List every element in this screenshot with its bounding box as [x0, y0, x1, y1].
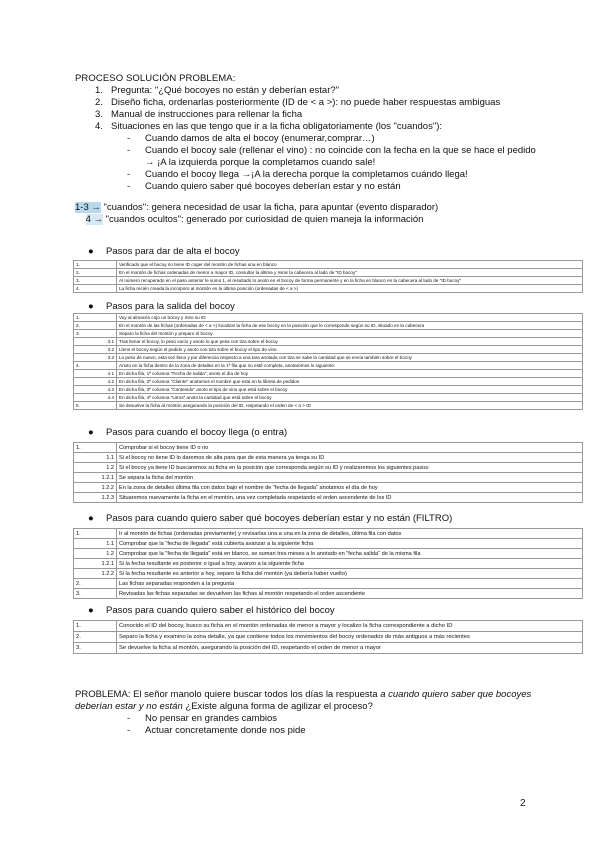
list-item: 3. Manual de instrucciones para rellenar la ficha [95, 109, 303, 120]
table-row: 1.2.1 Si la fecha resultante es posterior o igual a hoy, avanzo a la siguiente ficha [74, 559, 583, 569]
list-item: 2. Diseño ficha, ordenarlas posteriormente (ID de < a >): no puede haber respuestas ambiguas [95, 97, 501, 108]
table-row: 1.2.1 Se separa la ficha del montón [74, 473, 583, 483]
list-item: 4. Situaciones en las que tengo que ir a la ficha obligatoriamente (los "cuandos"): [95, 121, 443, 132]
table-row: 3.2 Lleno el bocoy según el pedido y anoto con tiza sobre el bocoy el tipo de vino [74, 346, 583, 354]
table-row: 3. Separo la ficha del montón y preparo el bocoy [74, 330, 583, 338]
table-row: 1.2.3 Situaremos nuevamente la ficha en el montón, una vez completada respetando el orden ascendente de los ID [74, 493, 583, 503]
table-row: 1.2.2 Si la fecha resultante es anterior a hoy, separo la ficha del montón (ya debería haber vuelto) [74, 569, 583, 579]
steps-table [73, 442, 583, 503]
section-heading: ● Pasos para cuando quiero saber qué bocoyes deberían estar y no están (FILTRO) [88, 513, 453, 524]
table-row: 5. Se devuelve la ficha al montón asegurando la posición del ID, respetando el orden de < a > ID [74, 402, 583, 410]
table-row: 1.1 Si el bocoy no tiene ID lo daremos de alta para que de esta manera ya tenga su ID [74, 453, 583, 463]
note-line: 1-3 → "cuandos": genera necesidad de usar la ficha, para apuntar (evento disparador) [75, 202, 439, 213]
steps-table [73, 313, 583, 410]
list-item: - Cuando el bocoy sale (rellenar el vino) : no coincide con la fecha en la que se hace el pedido → ¡A la izquierda porque la completamos cuando sale! [127, 145, 536, 168]
section-heading: ● Pasos para dar de alta el bocoy [88, 246, 240, 257]
table-row: 4.3 En dicha fila, 3ª columna "Contenido" anoto el tipo de vino que está sobre el bocoy [74, 386, 583, 394]
table-row: 1. Comprobar si el bocoy tiene ID o no [74, 443, 583, 453]
table-row: 1. Voy al almacén cojo un bocoy y miro su ID [74, 314, 583, 322]
table-row: 1.2.2 En la zona de detalles última fila con datos bajo el nombre de "fecha de llegada" anotamos el día de hoy [74, 483, 583, 493]
list-item: 1. Pregunta: "¿Qué bocoyes no están y deberían estar?" [95, 85, 340, 96]
steps-table [73, 260, 583, 293]
table-row: 4.2 En dicha fila, 2ª columna "Cliente" anotamos el nombre que está en la libreta de pedidos [74, 378, 583, 386]
table-row: 4.4 En dicha fila, 4ª columna "Litros" anoto la cantidad que está sobre el bocoy [74, 394, 583, 402]
table-row: 3. Revisadas las fichas separadas se devuelven las fichas al montón respetando el orden ascendente [74, 589, 583, 599]
problem-bullets [127, 713, 306, 737]
table-row: 2. Las fichas separadas responden a la pregunta [74, 579, 583, 589]
table-row: 1. Ir al montón de fichas (ordenadas previamente) y revisarlas una a una en la zona de detalles, última fila con datos [74, 529, 583, 539]
list-item: - Actuar concretamente donde nos pide [127, 725, 306, 736]
notes [75, 202, 438, 226]
section-heading: ● Pasos para cuando el bocoy llega (o entra) [88, 427, 288, 438]
section-heading: ● Pasos para la salida del bocoy [88, 301, 235, 312]
table-row: 1.2 Comprobar que la "fecha de llegada" está en blanco, se suman tres meses a lo anotado en "fecha salida" de la misma fila [74, 549, 583, 559]
table-row: 1.2 Si el bocoy ya tiene ID buscaremos su ficha en la posición que corresponda según su ID y realizaremos los siguientes pasos: [74, 463, 583, 473]
table-row: 2. Separo la ficha y examino la zona detalle, ya que contiene todos los movimientos del bocoy ordenados de más antiguos a más recientes [74, 632, 583, 643]
table-row: 3.3 Lo peso de nuevo, esta vez lleno y por diferencia respecto a una tara anotada con tiza se sabe la cantidad que se envía también sobre el bocoy [74, 354, 583, 362]
table-row: 1.1 Comprobar que la "fecha de llegada" está cubierta avanzar a la siguiente ficha [74, 539, 583, 549]
steps-table [73, 620, 583, 654]
problem-statement: PROBLEMA: El señor manolo quiere buscar todos los días la respuesta a cuando quiero saber que bocoyes deberían estar y no están ¿Existe alguna forma de agilizar el proceso? [75, 689, 532, 712]
table-row: 4. La ficha recién creada la incorporo al montón en la última posición (ordenadas de < a >) [74, 285, 583, 293]
steps-table [73, 528, 583, 599]
table-row: 3.1 Tras llenar el bocoy, lo peso vacío y anoto lo que pesa con tiza sobre el bocoy [74, 338, 583, 346]
process-steps [95, 85, 565, 133]
list-item: - Cuando damos de alta el bocoy (enumerar,comprar…) [127, 133, 375, 144]
list-item: - No pensar en grandes cambios [127, 713, 278, 724]
table-row: 4. Anoto en la ficha dentro de la zona de detalles en la 1ª fila que no esté completa, anotaremos lo siguiente: [74, 362, 583, 370]
table-row: 3. Al número recuperado en el paso anterior le sumo 1, el resultado lo anoto en el bocoy de forma permanente y en la ficha en blanco en la cabecera al lado de "ID bocoy" [74, 277, 583, 285]
section-heading: ● Pasos para cuando quiero saber el histórico del bocoy [88, 605, 335, 616]
table-row: 1. Verificado que el bocoy no tiene ID coger del montón de fichas una en blanco [74, 261, 583, 269]
table-row: 4.1 En dicha fila, 1ª columna "Fecha de salida", anoto el día de hoy [74, 370, 583, 378]
list-item: - Cuando el bocoy llega →¡A la derecha porque la completamos cuándo llega! [127, 169, 468, 180]
table-row: 2. En el montón de las fichas (ordenadas de < a >) localizar la ficha de ese bocoy en la posición que le corresponde según su ID, situado en la cabecera [74, 322, 583, 330]
table-row: 2. En el montón de fichas ordenadas de menor a mayor ID, consultar la última y mirar la cabecera al lado de "ID bocoy" [74, 269, 583, 277]
page-title: PROCESO SOLUCIÓN PROBLEMA: [75, 73, 236, 84]
table-row: 1. Conocido el ID del bocoy, busco su ficha en el montón ordenadas de menor a mayor y localizo la ficha correspondiente a dicho ID [74, 621, 583, 632]
list-item: - Cuando quiero saber qué bocoyes deberían estar y no están [127, 181, 401, 192]
situations-list [127, 133, 537, 193]
table-row: 3. Se devuelve la ficha al montón, asegurando la posición del ID, respetando el orden de menor a mayor [74, 643, 583, 654]
note-line: 4 → "cuandos ocultos": generado por curiosidad de quien maneja la información [85, 214, 424, 225]
page-number: 2 [520, 798, 526, 809]
